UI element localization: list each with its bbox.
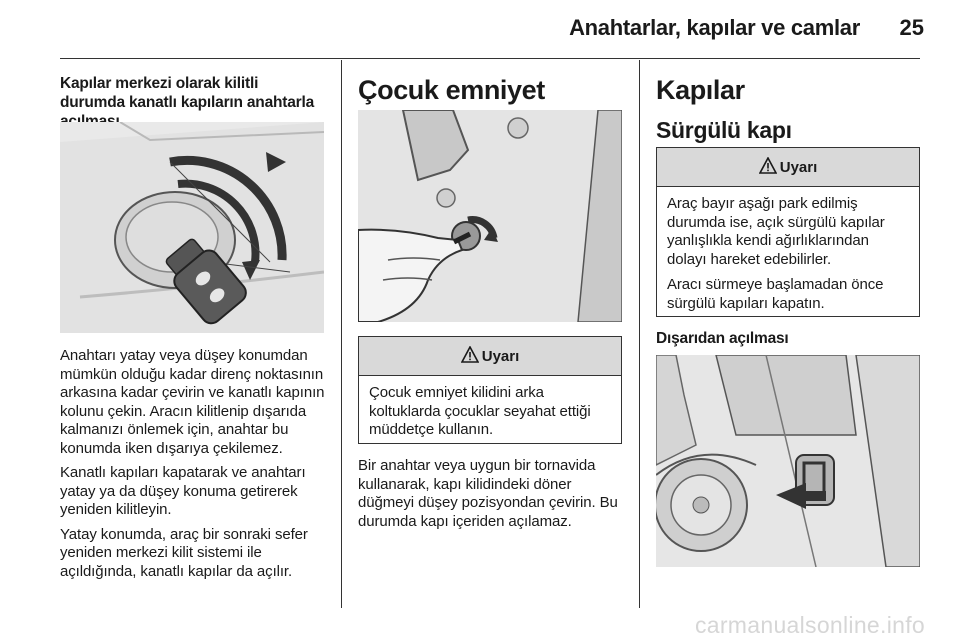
header-rule <box>60 58 920 59</box>
page-number: 25 <box>899 15 924 40</box>
warning-text: Araç bayır aşağı park edilmiş durumda ise, açık sürgülü kapılar yanlışlıkla kendi ağırlıklarından dolayı hareket edebilirler. <box>667 195 885 268</box>
subsection-title-sliding-door: Sürgülü kapı <box>656 117 792 143</box>
watermark: carmanualsonline.info <box>694 612 925 638</box>
warning-text: Aracı sürmeye başlamadan önce sürgülü kapıları kapatın. <box>667 276 884 312</box>
section-title-child-locks: Çocuk emniyet <box>358 75 545 105</box>
warning-header <box>657 148 919 187</box>
illustration-child-lock <box>358 110 622 322</box>
column-divider-1 <box>341 60 342 608</box>
body-paragraph: Anahtarı yatay veya düşey konumdan mümkün olduğu kadar direnç noktasının arkasına kadar çevirin ve kanatlı kapının kolunu çekin. Aracın kilitlenip dışarıda kalmanızı önlemek için, anahtar bu konumda iken dışarıya çekilemez. <box>60 347 325 457</box>
warning-box-child-lock <box>358 336 622 444</box>
body-paragraph: Yatay konumda, araç bir sonraki sefer yeniden merkezi kilit sistemi ile açıldığında, kanatlı kapılar da açılır. <box>60 525 308 580</box>
running-header-title: Anahtarlar, kapılar ve camlar <box>569 15 860 40</box>
warning-header <box>359 337 621 376</box>
column-2-body <box>358 457 622 537</box>
section-title-doors: Kapılar <box>656 75 745 105</box>
section-heading-outside-opening: Dışarıdan açılması <box>656 330 789 347</box>
warning-title: Uyarı <box>481 347 520 365</box>
column-3-subheading <box>656 329 920 348</box>
warning-triangle-icon <box>759 157 777 178</box>
illustration-sliding-door-handle <box>656 355 920 567</box>
column-3 <box>656 74 920 144</box>
warning-title: Uyarı <box>779 158 818 176</box>
warning-triangle-icon <box>461 346 479 367</box>
warning-text: Çocuk emniyet kilidini arka koltuklarda çocuklar seyahat ettiği müddetçe kullanın. <box>369 384 591 438</box>
section-heading-key-opening: Kapılar merkezi olarak kilitli durumda kanatlı kapıların anahtarla <box>60 75 314 111</box>
column-divider-2 <box>639 60 640 608</box>
illustration-key-door-lock <box>60 122 324 333</box>
body-paragraph: Bir anahtar veya uygun bir tornavida kullanarak, kapı kilidindeki döner düğmeyi düşey pozisyondan çevirin. Bu durumda kapı içeriden açılamaz. <box>358 457 618 530</box>
warning-box-sliding-door <box>656 147 920 317</box>
body-paragraph: Kanatlı kapıları kapatarak ve anahtarı yatay ya da düşey konuma getirerek yeniden kilitleyin. <box>60 464 306 518</box>
column-1-body <box>60 347 326 587</box>
